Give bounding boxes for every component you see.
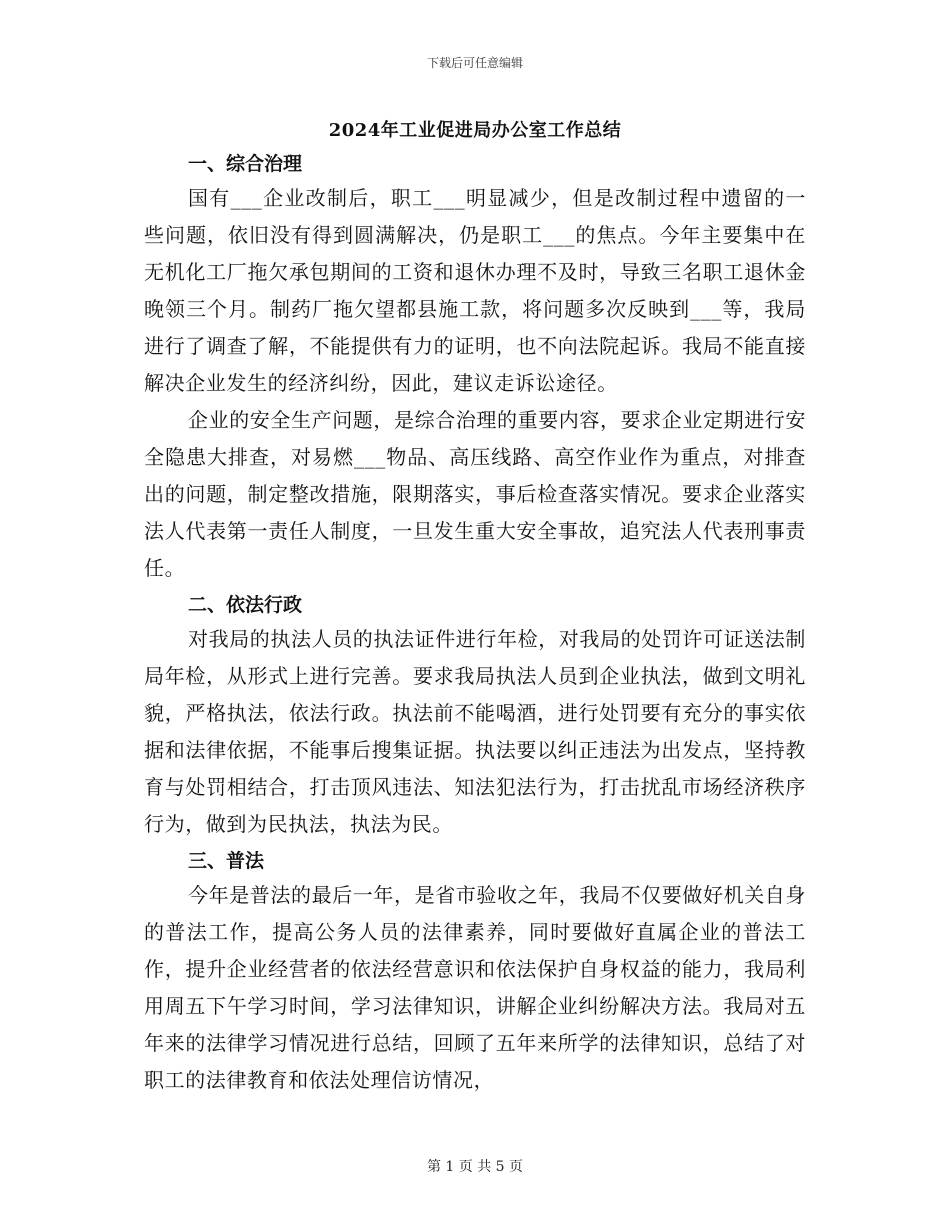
section-legal-education [144, 845, 806, 1099]
section-law-based-administration [144, 589, 806, 843]
section-heading: 一、综合治理 [188, 153, 303, 175]
paragraph: 企业的安全生产问题，是综合治理的重要内容，要求企业定期进行安全隐患大排查，对易燃___物品、高压线路、高空作业作为重点，对排查出的问题，制定整改措施，限期落实，事后检查落实情况。要求企业落实法人代表第一责任人制度，一旦发生重大安全事故，追究法人代表刑事责任。 [144, 408, 806, 580]
document-body [144, 148, 806, 1099]
paragraph: 对我局的执法人员的执法证件进行年检，对我局的处罚许可证送法制局年检，从形式上进行完善。要求我局执法人员到企业执法，做到文明礼貌，严格执法，依法行政。执法前不能喝酒，进行处罚要有充分的事实依据和法律依据，不能事后搜集证据。执法要以纠正违法为出发点，坚持教育与处罚相结合，打击顶风违法、知法犯法行为，打击扰乱市场经济秩序行为，做到为民执法，执法为民。 [144, 627, 806, 836]
section-comprehensive-governance [144, 148, 806, 587]
header-note: 下载后可任意编辑 [426, 56, 523, 70]
document-title: 2024年工业促进局办公室工作总结 [328, 120, 622, 141]
section-heading: 三、普法 [188, 850, 265, 872]
paragraph: 国有___企业改制后，职工___明显减少，但是改制过程中遗留的一些问题，依旧没有得到圆满解决，仍是职工___的焦点。今年主要集中在无机化工厂拖欠承包期间的工资和退休办理不及时，导致三名职工退休金晚领三个月。制药厂拖欠望都县施工款，将问题多次反映到___等，我局进行了调查了解，不能提供有力的证明，也不向法院起诉。我局不能直接解决企业发生的经济纠纷，因此，建议走诉讼途径。 [144, 186, 806, 395]
section-heading: 二、依法行政 [188, 594, 303, 616]
paragraph: 今年是普法的最后一年，是省市验收之年，我局不仅要做好机关自身的普法工作，提高公务人员的法律素养，同时要做好直属企业的普法工作，提升企业经营者的依法经营意识和依法保护自身权益的能力，我局利用周五下午学习时间，学习法律知识，讲解企业纠纷解决方法。我局对五年来的法律学习情况进行总结，回顾了五年来所学的法律知识，总结了对职工的法律教育和依法处理信访情况， [144, 883, 806, 1092]
page-number: 第 1 页 共 5 页 [426, 1159, 524, 1175]
